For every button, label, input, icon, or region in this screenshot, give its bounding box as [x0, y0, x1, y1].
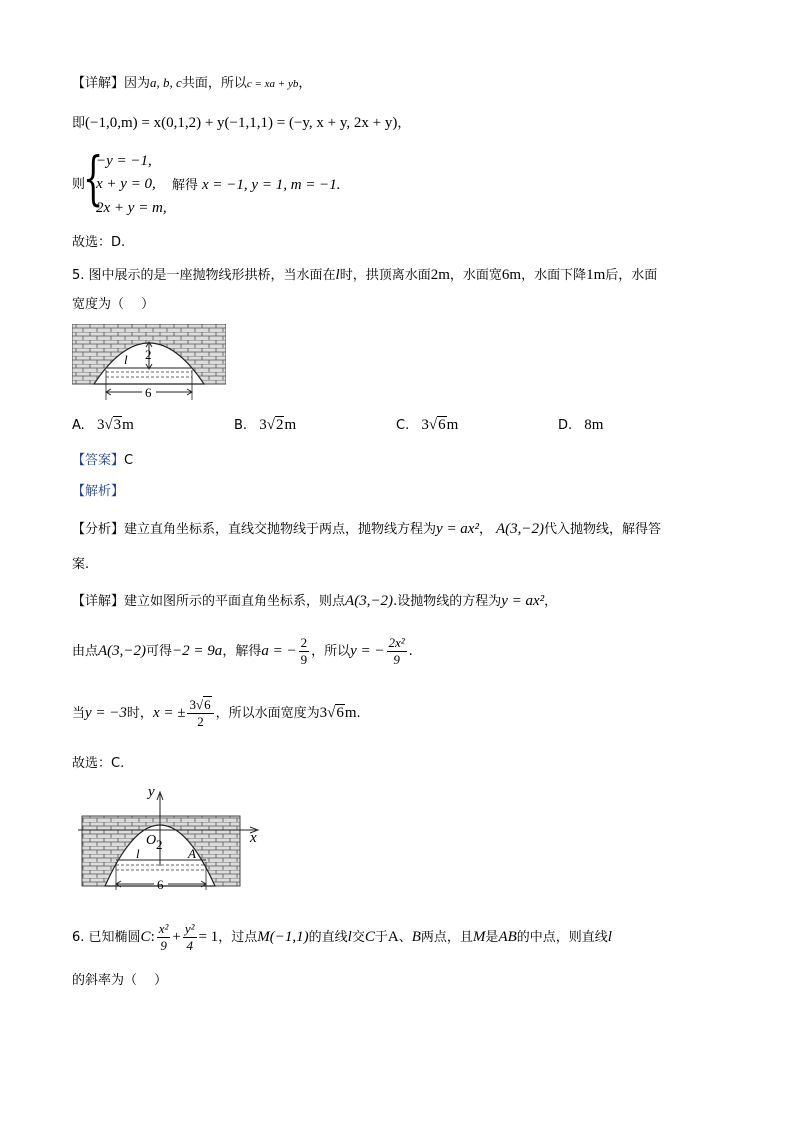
option-b-unit: m: [284, 417, 297, 433]
option-b-letter: B.: [234, 418, 248, 433]
q5-2m: 2m: [430, 267, 450, 283]
choose1: 故选：D.: [72, 235, 126, 250]
analysis-t2: ，: [478, 522, 492, 537]
q6-l-end: l: [607, 929, 612, 945]
q6-B: B: [411, 929, 421, 945]
step2-cond: y = −3: [85, 705, 127, 721]
option-b-coef: 3: [259, 417, 267, 433]
option-a[interactable]: A. 3√3m: [72, 417, 134, 433]
q5-1m: 1m: [586, 267, 606, 283]
option-b-rad: 2: [275, 417, 284, 433]
q6-t4: 交: [351, 930, 365, 945]
detail2-end: ，: [544, 594, 558, 609]
q6-eq-end: = 1: [198, 929, 219, 945]
detail1-expr: c = xa + yb: [246, 78, 299, 90]
step1-t2: 可得: [146, 644, 173, 659]
eq-prefix: 即: [72, 116, 86, 131]
fig1-label-l: l: [124, 352, 128, 367]
q5-line2: 宽度为（ ）: [72, 297, 155, 312]
q6-t3: 的直线: [308, 930, 348, 945]
q6-t5: 于: [374, 930, 388, 945]
q6-M: M: [472, 929, 486, 945]
detail2-point: A(3,−2): [345, 593, 394, 609]
fig2-x-label: x: [250, 830, 257, 846]
step2-frac: $\frac{3√6}{2}$: [187, 697, 213, 730]
step2-line: 当y = −3时，x = ± $\frac{3√6}{2}$ ，所以水面宽度为3√6m.: [72, 697, 361, 729]
detail1-end: ，: [298, 76, 312, 91]
fig1-label-2: 2: [145, 347, 152, 362]
option-d-letter: D.: [558, 418, 573, 433]
step1-eq1: −2 = 9a: [172, 643, 223, 659]
detail2-t1: 建立如图所示的平面直角坐标系，则点: [124, 594, 346, 609]
option-b[interactable]: B. 3√2m: [234, 417, 297, 433]
step1-line: [72, 634, 413, 669]
q5-t2: 时，拱顶离水面: [339, 268, 431, 283]
step2-t2: 时，: [126, 706, 153, 721]
option-d[interactable]: [558, 416, 603, 435]
q6-line1: [72, 920, 612, 955]
option-a-letter: A.: [72, 418, 85, 433]
q6-AB: AB: [498, 929, 517, 945]
system-row-3: 2x + y = m,: [96, 200, 167, 216]
step2-ans-rad: 6: [336, 705, 344, 721]
analysis-line2: 案.: [72, 557, 90, 572]
fig2-label-l: l: [136, 846, 140, 861]
step1-end: .: [408, 644, 413, 659]
step2-x-lhs: x = ±: [152, 705, 186, 721]
system-solve: [172, 176, 341, 195]
system-row-1: −y = −1,: [96, 153, 152, 169]
analysis-line1: [72, 520, 661, 539]
option-c-letter: C.: [396, 418, 410, 433]
fig2-label-6: 6: [157, 877, 164, 892]
choose2: 故选：C.: [72, 756, 125, 771]
q5-t4: ，水面下降: [521, 268, 587, 283]
eq-end: ，: [397, 116, 411, 131]
q6-t1: 6. 已知椭圆: [72, 930, 141, 945]
q5-t1: 5. 图中展示的是一座抛物线形拱桥，当水面在: [72, 268, 336, 283]
eq-expr: (−1,0,m) = x(0,1,2) + y(−1,1,1) = (−y, x + y, 2x + y): [85, 115, 398, 131]
detail1-vectors: a, b, c: [150, 75, 182, 90]
bridge-figure-2: [72, 782, 272, 892]
step1-frac1: $\frac{2}{9}$: [300, 635, 308, 667]
q6-t7: 是: [485, 930, 499, 945]
q5-t3: ，水面宽: [449, 268, 502, 283]
step2-t1: 当: [72, 706, 86, 721]
q6-frac1: $\frac{\text{x²}}{9}$: [158, 921, 169, 953]
q6-plus: +: [172, 929, 181, 945]
q6-colon: :: [150, 929, 155, 945]
system-brace: {: [83, 144, 104, 212]
q6-point: M(−1,1): [257, 929, 309, 945]
answer-line: [72, 452, 133, 470]
q6-t2: ，过点: [218, 930, 258, 945]
analysis-eq: y = ax²: [436, 521, 479, 537]
step1-frac2: $\frac{\text{2x²}}{9}$: [388, 635, 405, 667]
fig2-origin-label: O: [146, 833, 157, 848]
step1-a-lhs: a = −: [261, 643, 297, 659]
system-prefix: 则: [72, 177, 86, 192]
analysis-sub-tag: 【分析】: [72, 522, 125, 537]
fig2-label-A: A: [188, 846, 196, 861]
step1-point: A(3,−2): [98, 643, 147, 659]
detail2-tag: 【详解】: [72, 594, 125, 609]
analysis-t1: 建立直角坐标系，直线交抛物线于两点，抛物线方程为: [124, 522, 437, 537]
analysis-t3: 代入抛物线，解得答: [544, 522, 662, 537]
q6-t6: 两点，且: [420, 930, 473, 945]
fig2-y-label: y: [148, 784, 155, 800]
detail1-line: [72, 74, 311, 93]
step2-t3: ，所以水面宽度为: [215, 706, 320, 721]
fig1-label-6: 6: [145, 385, 152, 400]
q5-t5: 后，水面: [605, 268, 658, 283]
detail1-text2: 共面，所以: [181, 76, 247, 91]
detail1-text1: 因为: [124, 76, 151, 91]
q6-c2: C: [364, 929, 375, 945]
solve-solution: x = −1, y = 1, m = −1.: [202, 177, 341, 193]
step1-t4: ，所以: [311, 644, 351, 659]
q6-t8: 的中点，则直线: [516, 930, 608, 945]
option-a-coef: 3: [96, 417, 105, 433]
system-row-2: x + y = 0,: [96, 176, 156, 192]
q6-sep: 、: [398, 930, 412, 945]
q5-6m: 6m: [501, 267, 522, 283]
option-c-unit: m: [446, 417, 459, 433]
detail2-eq: y = ax²: [501, 593, 545, 609]
option-c-rad: 6: [438, 417, 446, 433]
q5-line1: [72, 266, 657, 285]
step2-ans-unit: m: [344, 705, 357, 721]
answer-value: C: [124, 453, 134, 468]
analysis-point: A(3,−2): [495, 521, 545, 537]
detail2-t2: .设抛物线的方程为: [393, 594, 502, 609]
analysis-tag: 【解析】: [72, 484, 125, 499]
q6-l: l: [347, 929, 352, 945]
step2-end: .: [356, 706, 361, 721]
q6-c: C: [140, 929, 151, 945]
step1-t3: ，解得: [222, 644, 262, 659]
q6-frac2: $\frac{\text{y²}}{4}$: [184, 921, 195, 953]
option-c-coef: 3: [421, 417, 429, 433]
step2-ans-coef: 3: [319, 705, 328, 721]
option-d-value: 8m: [584, 417, 604, 433]
solve-label: 解得: [172, 178, 199, 193]
q6-line2: 的斜率为（ ）: [72, 973, 168, 988]
option-a-unit: m: [122, 417, 134, 433]
fig2-label-2: 2: [156, 837, 163, 852]
option-c[interactable]: C. 3√6m: [396, 417, 459, 433]
eq-line: [72, 114, 410, 133]
detail2-line: [72, 592, 557, 611]
bridge-figure-1: [72, 324, 226, 404]
answer-tag: 【答案】: [72, 453, 125, 468]
detail1-tag: 【详解】: [72, 76, 125, 91]
q6-A: A: [387, 929, 399, 945]
step1-y-lhs: y = −: [350, 643, 385, 659]
q5-l: l: [335, 267, 340, 283]
step1-t1: 由点: [72, 644, 99, 659]
option-a-rad: 3: [113, 417, 122, 433]
